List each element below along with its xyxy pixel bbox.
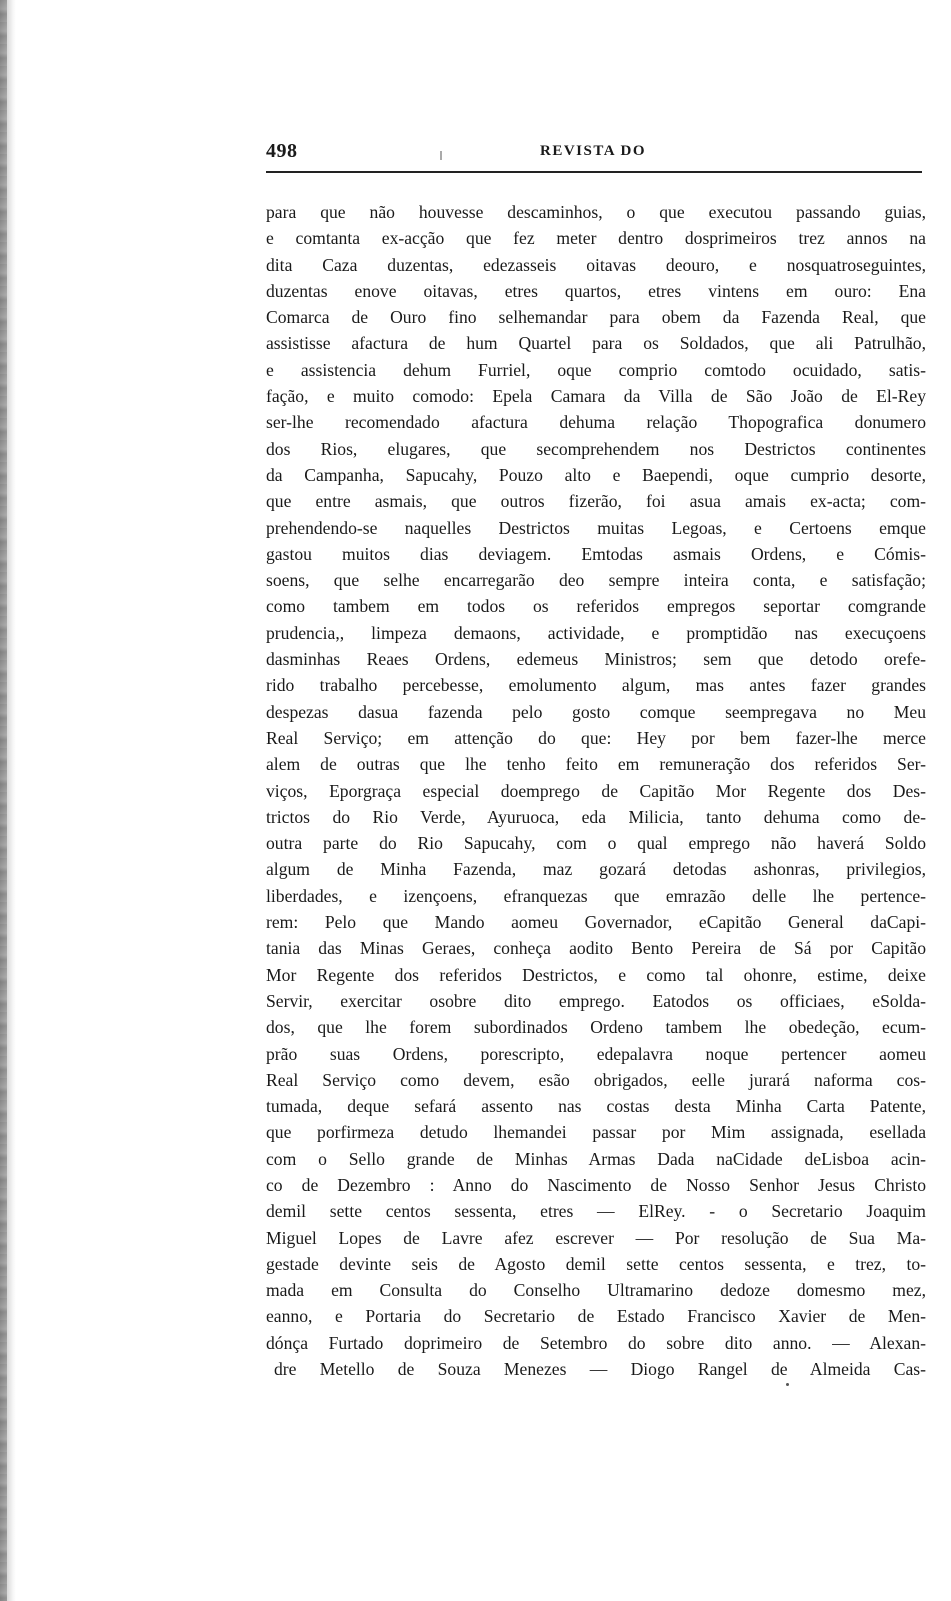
text-line: gastou muitos dias deviagem. Emtodas asmais Ordens, e Cómis- bbox=[266, 543, 926, 564]
text-line: Servir, exercitar osobre dito emprego. Eatodos os officiaes, eSolda- bbox=[266, 990, 926, 1011]
text-line: dasminhas Reaes Ordens, edemeus Ministros; sem que detodo orefe- bbox=[266, 649, 926, 670]
binding-edge bbox=[0, 0, 7, 1601]
text-line: assistisse afactura de hum Quartel para os Soldados, que ali Patrulhão, bbox=[266, 333, 926, 354]
text-line: liberdades, e izençoens, efranquezas que emrazão delle lhe pertence- bbox=[266, 885, 926, 906]
text-line: Real Serviço; em attenção do que: Hey por bem fazer-lhe merce bbox=[266, 727, 926, 748]
text-line: gestade devinte seis de Agosto demil sette centos sessenta, e trez, to- bbox=[266, 1253, 926, 1274]
text-line: que porfirmeza detudo lhemandei passar por Mim assignada, esellada bbox=[266, 1122, 926, 1143]
text-line: Mor Regente dos referidos Destrictos, e como tal ohonre, estime, deixe bbox=[266, 964, 926, 985]
text-line: soens, que selhe encarregarão deo sempre inteira conta, e satisfação; bbox=[266, 570, 926, 591]
text-line: outra parte do Rio Sapucahy, com o qual emprego não haverá Soldo bbox=[266, 833, 926, 854]
text-line: eanno, e Portaria do Secretario de Estado Francisco Xavier de Men- bbox=[266, 1306, 926, 1327]
text-line: da Campanha, Sapucahy, Pouzo alto e Baependi, oque cumprio desorte, bbox=[266, 464, 926, 485]
text-line: que entre asmais, que outros fizerão, foi asua amais ex-acta; com- bbox=[266, 491, 926, 512]
text-line: com o Sello grande de Minhas Armas Dada naCidade deLisboa acin- bbox=[266, 1148, 926, 1169]
text-line: prão suas Ordens, porescripto, edepalavra noque pertencer aomeu bbox=[266, 1043, 926, 1064]
text-line: fação, e muito comodo: Epela Camara da Villa de São João de El-Rey bbox=[266, 386, 926, 407]
text-line: co de Dezembro : Anno do Nascimento de Nosso Senhor Jesus Christo bbox=[266, 1174, 926, 1195]
text-line: e comtanta ex-acção que fez meter dentro dosprimeiros trez annos na bbox=[266, 228, 926, 249]
text-line: para que não houvesse descaminhos, o que executou passando guias, bbox=[266, 202, 926, 222]
text-line: Comarca de Ouro fino selhemandar para obem da Fazenda Real, que bbox=[266, 307, 926, 328]
text-line: tania das Minas Geraes, conheça aodito Bento Pereira de Sá por Capitão bbox=[266, 938, 926, 959]
text-line: despezas dasua fazenda pelo gosto comque seempregava no Meu bbox=[266, 701, 926, 722]
text-line: dónça Furtado doprimeiro de Setembro do sobre dito anno. — Alexan- bbox=[266, 1332, 926, 1353]
text-line: dos, que lhe forem subordinados Ordeno tambem lhe obedeção, ecum- bbox=[266, 1017, 926, 1038]
text-line: trictos do Rio Verde, Ayuruoca, eda Milicia, tanto dehuma como de- bbox=[266, 806, 926, 827]
text-line: dre Metello de Souza Menezes — Diogo Rangel de Almeida Cas- bbox=[274, 1359, 926, 1380]
text-line: ser-lhe recomendado afactura dehuma relação Thopografica donumero bbox=[266, 412, 926, 433]
text-line: rido trabalho percebesse, emolumento algum, mas antes fazer grandes bbox=[266, 675, 926, 696]
text-line: e assistencia dehum Furriel, oque comprio comtodo ocuidado, satis- bbox=[266, 359, 926, 380]
text-line: algum de Minha Fazenda, maz gozará detodas ashonras, privilegios, bbox=[266, 859, 926, 880]
page-header bbox=[266, 140, 922, 166]
body-text bbox=[266, 199, 926, 1382]
text-line: rem: Pelo que Mando aomeu Governador, eCapitão General daCapi- bbox=[266, 912, 926, 933]
text-line: viços, Eporgraça especial doemprego de Capitão Mor Regente dos Des- bbox=[266, 780, 926, 801]
text-line: Miguel Lopes de Lavre afez escrever — Por resolução de Sua Ma- bbox=[266, 1227, 926, 1248]
text-line: Real Serviço como devem, esão obrigados, eelle jurará naforma cos- bbox=[266, 1069, 926, 1090]
header-rule bbox=[266, 171, 922, 173]
text-line: prehendendo-se naquelles Destrictos muitas Legoas, e Certoens emque bbox=[266, 517, 926, 538]
text-line: alem de outras que lhe tenho feito em remuneração dos referidos Ser- bbox=[266, 754, 926, 775]
print-speck bbox=[440, 151, 442, 160]
text-line: dos Rios, elugares, que secomprehendem nos Destrictos continentes bbox=[266, 438, 926, 459]
running-head: REVISTA DO bbox=[540, 143, 646, 159]
text-line: como tambem em todos os referidos empregos seportar comgrande bbox=[266, 596, 926, 617]
text-line: demil sette centos sessenta, etres — ElRey. - o Secretario Joaquim bbox=[266, 1201, 926, 1222]
text-line: tumada, deque sefará assento nas costas desta Minha Carta Patente, bbox=[266, 1096, 926, 1117]
text-line: duzentas enove oitavas, etres quartos, etres vintens em ouro: Ena bbox=[266, 280, 926, 301]
page-number: 498 bbox=[266, 140, 298, 162]
text-line: dita Caza duzentas, edezasseis oitavas deouro, e nosquatroseguintes, bbox=[266, 254, 926, 275]
text-line: mada em Consulta do Conselho Ultramarino dedoze domesmo mez, bbox=[266, 1280, 926, 1301]
print-speck bbox=[786, 1383, 789, 1386]
text-line: prudencia,, limpeza demaons, actividade, e promptidão nas execuçoens bbox=[266, 622, 926, 643]
